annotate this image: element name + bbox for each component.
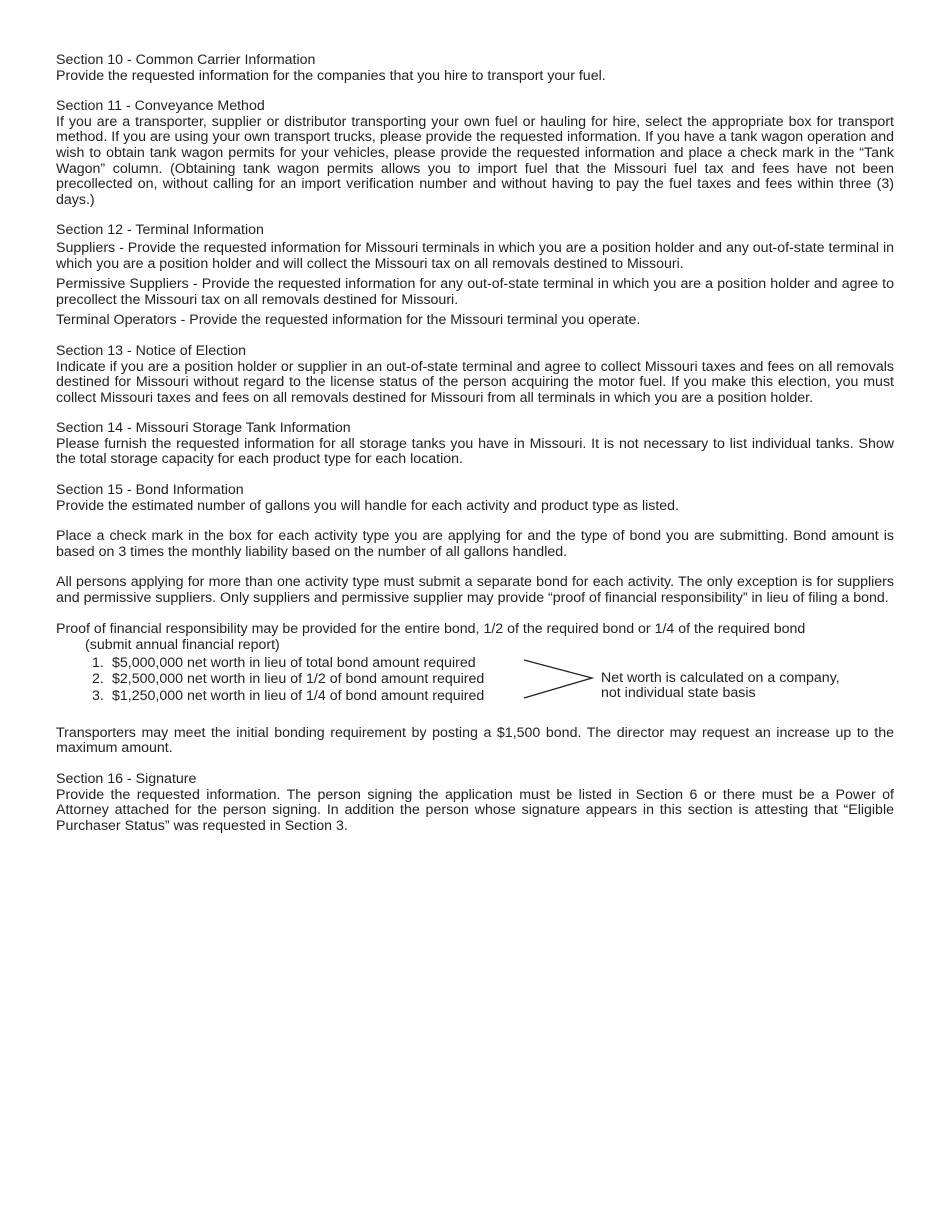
proof-options bbox=[56, 656, 894, 704]
section-12 bbox=[56, 223, 894, 329]
list-item bbox=[92, 672, 484, 689]
proof-list bbox=[92, 656, 484, 706]
transporter-bond-text: Transporters may meet the initial bonding requirement by posting a $1,500 bond. The director may request an increase up to the maximum amount. bbox=[56, 724, 894, 757]
section-heading: Section 15 - Bond Information bbox=[56, 482, 244, 499]
section-13 bbox=[56, 344, 894, 406]
section-text: Provide the requested information for the companies that you hire to transport your fuel. bbox=[56, 67, 606, 84]
list-number: 2. bbox=[92, 671, 104, 688]
net-worth-note-line-1: Net worth is calculated on a company, bbox=[601, 669, 840, 686]
proof-sub: (submit annual financial report) bbox=[85, 637, 280, 654]
bond-checkmark-para bbox=[56, 529, 894, 560]
suppliers-text: Suppliers - Provide the requested information for Missouri terminals in which you are a position holder and any out-of-state terminal in which you are a position holder and will collect the Missouri tax on all removals destined to Missouri. bbox=[56, 239, 894, 272]
list-text: $1,250,000 net worth in lieu of 1/4 of bond amount required bbox=[112, 687, 485, 704]
section-heading: Section 13 - Notice of Election bbox=[56, 342, 247, 359]
section-10 bbox=[56, 53, 894, 84]
permissive-suppliers-text: Permissive Suppliers - Provide the requested information for any out-of-state terminal in which you are a position holder and agree to precollect the Missouri tax on all removals destined for Missouri. bbox=[56, 276, 894, 308]
section-text: Please furnish the requested information for all storage tanks you have in Missouri. It is not necessary to list individual tanks. Show the total storage capacity for each product type for each location. bbox=[56, 435, 894, 468]
section-heading: Section 16 - Signature bbox=[56, 771, 197, 787]
list-item bbox=[92, 689, 484, 706]
section-heading: Section 11 - Conveyance Method bbox=[56, 98, 265, 115]
bond-multiple-para bbox=[56, 575, 894, 606]
instructions-page bbox=[56, 53, 894, 849]
section-14 bbox=[56, 421, 894, 468]
net-worth-note bbox=[601, 671, 901, 702]
net-worth-note-line-2: not individual state basis bbox=[601, 685, 756, 702]
transporter-bond-para bbox=[56, 726, 894, 757]
section-15 bbox=[56, 483, 894, 514]
bond-multiple-text: All persons applying for more than one activity type must submit a separate bond for each activity. The only exception is for suppliers and permissive suppliers. Only suppliers and permissive supplier may provide “proof of financial responsibility” in lieu of filing a bond. bbox=[56, 574, 894, 607]
section-text: Provide the requested information. The person signing the application must be listed in Section 6 or there must be a Power of Attorney attached for the person signing. In addition the person whose signature appears in this section is attesting that “Eligible Purchaser Status” was requested in Section 3. bbox=[56, 786, 894, 834]
section-heading: Section 10 - Common Carrier Information bbox=[56, 52, 316, 68]
terminal-operators-text: Terminal Operators - Provide the requested information for the Missouri terminal you operate. bbox=[56, 312, 641, 329]
section-heading: Section 14 - Missouri Storage Tank Information bbox=[56, 420, 351, 437]
list-text: $2,500,000 net worth in lieu of 1/2 of bond amount required bbox=[112, 671, 485, 688]
section-text: Provide the estimated number of gallons you will handle for each activity and product type as listed. bbox=[56, 497, 680, 514]
bracket-arrow-icon bbox=[523, 658, 595, 700]
section-16 bbox=[56, 772, 894, 834]
bond-checkmark-text: Place a check mark in the box for each activity type you are applying for and the type of bond you are submitting. Bond amount is based on 3 times the monthly liability based on the number of all gallons handled. bbox=[56, 528, 894, 560]
section-heading: Section 12 - Terminal Information bbox=[56, 222, 264, 239]
list-number: 3. bbox=[92, 687, 104, 704]
section-text: Indicate if you are a position holder or supplier in an out-of-state terminal and agree to collect Missouri taxes and fees on all removals destined for Missouri without regard to the license status of the person acquiring the motor fuel. If you make this election, you must collect Missouri taxes and fees on all removals destined for Missouri from all terminals in which you are a position holder. bbox=[56, 358, 894, 406]
list-number: 1. bbox=[92, 654, 104, 671]
section-11 bbox=[56, 99, 894, 208]
list-text: $5,000,000 net worth in lieu of total bond amount required bbox=[112, 654, 476, 671]
section-text: If you are a transporter, supplier or distributor transporting your own fuel or hauling for hire, select the appropriate box for transport method. If you are using your own transport trucks, please provide the requested information. If you have a tank wagon operation and wish to obtain tank wagon permits for your vehicles, please provide the requested information and place a check mark in the “Tank Wagon” column. (Obtaining tank wagon permits allows you to import fuel that the Missouri fuel tax and fees have not been precollected on, without calling for an import verification number and without having to pay the fuel taxes and fees within three (3) days.) bbox=[56, 113, 894, 208]
list-item bbox=[92, 656, 484, 673]
proof-of-financial-responsibility bbox=[56, 622, 894, 704]
proof-intro: Proof of financial responsibility may be provided for the entire bond, 1/2 of the required bond or 1/4 of the required bond bbox=[56, 620, 806, 637]
